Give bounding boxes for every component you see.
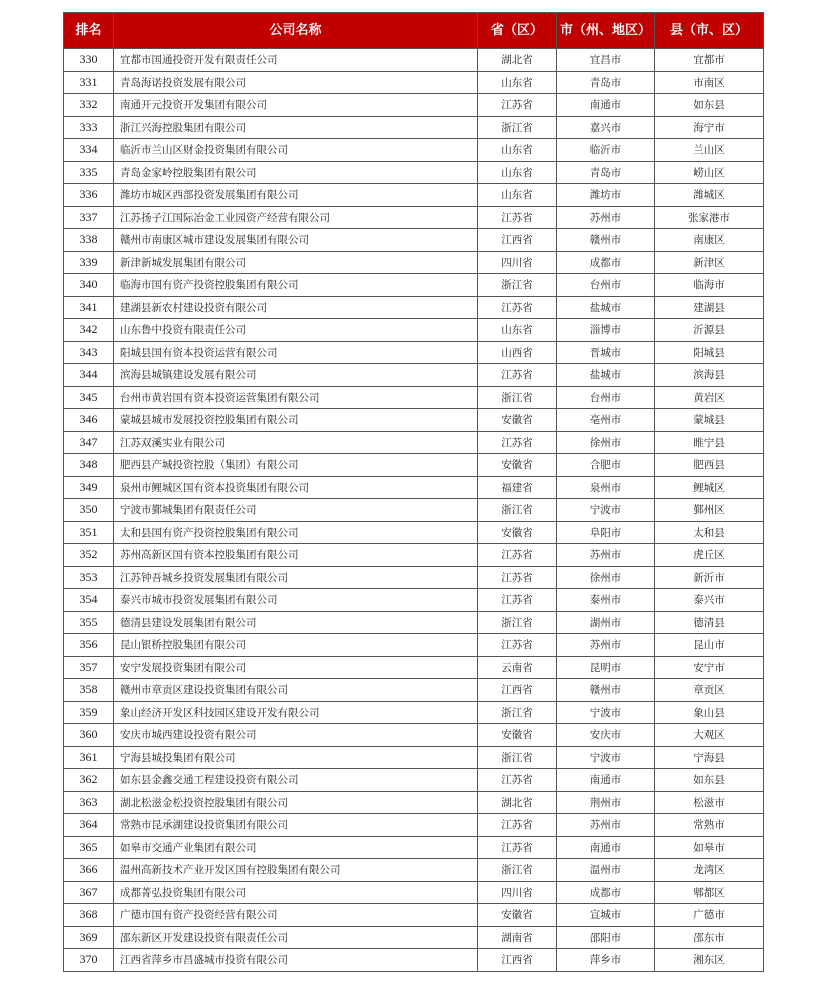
province-cell: 安徽省 [478,521,557,544]
company-name-cell: 安庆市城西建设投资有限公司 [114,724,478,747]
ranking-table-container [63,12,763,972]
city-cell: 苏州市 [557,544,655,567]
table-row [64,341,764,364]
rank-cell: 351 [64,521,114,544]
county-cell: 兰山区 [655,139,764,162]
city-cell: 宣城市 [557,904,655,927]
company-name-cell: 临海市国有资产投资控股集团有限公司 [114,274,478,297]
ranking-table [63,12,764,972]
city-cell: 台州市 [557,386,655,409]
province-cell: 安徽省 [478,454,557,477]
province-cell: 浙江省 [478,859,557,882]
rank-cell: 353 [64,566,114,589]
city-cell: 临沂市 [557,139,655,162]
table-row [64,274,764,297]
city-cell: 湖州市 [557,611,655,634]
table-row [64,949,764,972]
table-row [64,94,764,117]
company-name-cell: 蒙城县城市发展投资控股集团有限公司 [114,409,478,432]
company-name-cell: 青岛海诺投资发展有限公司 [114,71,478,94]
rank-cell: 365 [64,836,114,859]
table-row [64,499,764,522]
company-name-cell: 滨海县城镇建设发展有限公司 [114,364,478,387]
rank-cell: 358 [64,679,114,702]
rank-cell: 356 [64,634,114,657]
table-body [64,49,764,972]
city-cell: 盐城市 [557,296,655,319]
header-company: 公司名称 [114,13,478,49]
table-row [64,679,764,702]
rank-cell: 350 [64,499,114,522]
county-cell: 张家港市 [655,206,764,229]
county-cell: 鄞州区 [655,499,764,522]
province-cell: 江苏省 [478,566,557,589]
rank-cell: 362 [64,769,114,792]
company-name-cell: 安宁发展投资集团有限公司 [114,656,478,679]
province-cell: 江苏省 [478,431,557,454]
rank-cell: 366 [64,859,114,882]
city-cell: 南通市 [557,94,655,117]
city-cell: 邵阳市 [557,926,655,949]
rank-cell: 367 [64,881,114,904]
province-cell: 山东省 [478,139,557,162]
table-row [64,296,764,319]
province-cell: 浙江省 [478,746,557,769]
company-name-cell: 常熟市昆承湖建设投资集团有限公司 [114,814,478,837]
table-row [64,566,764,589]
table-row [64,251,764,274]
rank-cell: 363 [64,791,114,814]
company-name-cell: 宁波市鄞城集团有限责任公司 [114,499,478,522]
city-cell: 宁波市 [557,701,655,724]
company-name-cell: 温州高新技术产业开发区国有控股集团有限公司 [114,859,478,882]
city-cell: 宁波市 [557,746,655,769]
city-cell: 淄博市 [557,319,655,342]
province-cell: 湖北省 [478,49,557,72]
table-row [64,746,764,769]
table-row [64,364,764,387]
province-cell: 山东省 [478,184,557,207]
province-cell: 浙江省 [478,274,557,297]
city-cell: 南通市 [557,836,655,859]
county-cell: 新沂市 [655,566,764,589]
company-name-cell: 泰兴市城市投资发展集团有限公司 [114,589,478,612]
company-name-cell: 湖北松滋金松投资控股集团有限公司 [114,791,478,814]
province-cell: 江苏省 [478,634,557,657]
rank-cell: 357 [64,656,114,679]
table-row [64,71,764,94]
province-cell: 四川省 [478,251,557,274]
city-cell: 宁波市 [557,499,655,522]
rank-cell: 331 [64,71,114,94]
rank-cell: 334 [64,139,114,162]
county-cell: 海宁市 [655,116,764,139]
company-name-cell: 太和县国有资产投资控股集团有限公司 [114,521,478,544]
table-row [64,701,764,724]
province-cell: 浙江省 [478,386,557,409]
table-row [64,544,764,567]
province-cell: 湖南省 [478,926,557,949]
city-cell: 荆州市 [557,791,655,814]
company-name-cell: 台州市黄岩国有资本投资运营集团有限公司 [114,386,478,409]
rank-cell: 341 [64,296,114,319]
province-cell: 江西省 [478,949,557,972]
company-name-cell: 宁海县城投集团有限公司 [114,746,478,769]
rank-cell: 333 [64,116,114,139]
county-cell: 象山县 [655,701,764,724]
city-cell: 亳州市 [557,409,655,432]
company-name-cell: 潍坊市城区西部投资发展集团有限公司 [114,184,478,207]
province-cell: 江西省 [478,229,557,252]
company-name-cell: 新津新城发展集团有限公司 [114,251,478,274]
rank-cell: 346 [64,409,114,432]
county-cell: 湘东区 [655,949,764,972]
city-cell: 潍坊市 [557,184,655,207]
header-row [64,13,764,49]
city-cell: 苏州市 [557,206,655,229]
company-name-cell: 广德市国有资产投资经营有限公司 [114,904,478,927]
rank-cell: 339 [64,251,114,274]
table-row [64,634,764,657]
province-cell: 江苏省 [478,836,557,859]
city-cell: 温州市 [557,859,655,882]
company-name-cell: 德清县建设发展集团有限公司 [114,611,478,634]
company-name-cell: 赣州市南康区城市建设发展集团有限公司 [114,229,478,252]
city-cell: 晋城市 [557,341,655,364]
company-name-cell: 赣州市章贡区建设投资集团有限公司 [114,679,478,702]
province-cell: 江苏省 [478,206,557,229]
province-cell: 安徽省 [478,724,557,747]
table-row [64,431,764,454]
county-cell: 宁海县 [655,746,764,769]
company-name-cell: 成都菁弘投资集团有限公司 [114,881,478,904]
company-name-cell: 临沂市兰山区财金投资集团有限公司 [114,139,478,162]
county-cell: 泰兴市 [655,589,764,612]
province-cell: 山西省 [478,341,557,364]
rank-cell: 370 [64,949,114,972]
company-name-cell: 如东县金鑫交通工程建设投资有限公司 [114,769,478,792]
table-row [64,926,764,949]
city-cell: 青岛市 [557,161,655,184]
rank-cell: 335 [64,161,114,184]
county-cell: 崂山区 [655,161,764,184]
city-cell: 青岛市 [557,71,655,94]
province-cell: 浙江省 [478,701,557,724]
city-cell: 徐州市 [557,566,655,589]
company-name-cell: 青岛金家岭控股集团有限公司 [114,161,478,184]
table-row [64,409,764,432]
company-name-cell: 山东鲁中投资有限责任公司 [114,319,478,342]
rank-cell: 361 [64,746,114,769]
table-row [64,724,764,747]
table-row [64,184,764,207]
rank-cell: 352 [64,544,114,567]
rank-cell: 347 [64,431,114,454]
rank-cell: 349 [64,476,114,499]
province-cell: 浙江省 [478,611,557,634]
city-cell: 赣州市 [557,679,655,702]
county-cell: 睢宁县 [655,431,764,454]
rank-cell: 330 [64,49,114,72]
rank-cell: 345 [64,386,114,409]
province-cell: 浙江省 [478,116,557,139]
company-name-cell: 浙江兴海控股集团有限公司 [114,116,478,139]
company-name-cell: 江苏钟吾城乡投资发展集团有限公司 [114,566,478,589]
rank-cell: 338 [64,229,114,252]
province-cell: 安徽省 [478,904,557,927]
province-cell: 山东省 [478,161,557,184]
city-cell: 南通市 [557,769,655,792]
county-cell: 南康区 [655,229,764,252]
table-row [64,206,764,229]
table-row [64,881,764,904]
table-row [64,319,764,342]
province-cell: 湖北省 [478,791,557,814]
province-cell: 四川省 [478,881,557,904]
rank-cell: 332 [64,94,114,117]
rank-cell: 360 [64,724,114,747]
city-cell: 苏州市 [557,814,655,837]
rank-cell: 368 [64,904,114,927]
province-cell: 山东省 [478,319,557,342]
city-cell: 泉州市 [557,476,655,499]
table-row [64,229,764,252]
company-name-cell: 邵东新区开发建设投资有限责任公司 [114,926,478,949]
header-rank: 排名 [64,13,114,49]
county-cell: 龙湾区 [655,859,764,882]
province-cell: 江苏省 [478,814,557,837]
county-cell: 大观区 [655,724,764,747]
county-cell: 如皋市 [655,836,764,859]
company-name-cell: 建湖县新农村建设投资有限公司 [114,296,478,319]
table-row [64,386,764,409]
table-row [64,521,764,544]
header-county: 县（市、区） [655,13,764,49]
rank-cell: 337 [64,206,114,229]
company-name-cell: 江西省萍乡市昌盛城市投资有限公司 [114,949,478,972]
city-cell: 成都市 [557,251,655,274]
county-cell: 阳城县 [655,341,764,364]
city-cell: 苏州市 [557,634,655,657]
province-cell: 山东省 [478,71,557,94]
province-cell: 江苏省 [478,544,557,567]
province-cell: 江苏省 [478,364,557,387]
city-cell: 合肥市 [557,454,655,477]
province-cell: 江苏省 [478,296,557,319]
county-cell: 太和县 [655,521,764,544]
city-cell: 台州市 [557,274,655,297]
county-cell: 松滋市 [655,791,764,814]
county-cell: 建湖县 [655,296,764,319]
table-header [64,13,764,49]
county-cell: 蒙城县 [655,409,764,432]
county-cell: 郫都区 [655,881,764,904]
province-cell: 安徽省 [478,409,557,432]
header-city: 市（州、地区） [557,13,655,49]
city-cell: 赣州市 [557,229,655,252]
table-row [64,859,764,882]
company-name-cell: 泉州市鲤城区国有资本投资集团有限公司 [114,476,478,499]
county-cell: 沂源县 [655,319,764,342]
county-cell: 黄岩区 [655,386,764,409]
company-name-cell: 象山经济开发区科技园区建设开发有限公司 [114,701,478,724]
table-row [64,814,764,837]
rank-cell: 343 [64,341,114,364]
table-row [64,791,764,814]
city-cell: 盐城市 [557,364,655,387]
county-cell: 鲤城区 [655,476,764,499]
table-row [64,656,764,679]
table-row [64,476,764,499]
rank-cell: 369 [64,926,114,949]
city-cell: 徐州市 [557,431,655,454]
city-cell: 阜阳市 [557,521,655,544]
rank-cell: 344 [64,364,114,387]
table-row [64,611,764,634]
province-cell: 江苏省 [478,94,557,117]
county-cell: 广德市 [655,904,764,927]
province-cell: 云南省 [478,656,557,679]
province-cell: 江西省 [478,679,557,702]
table-row [64,161,764,184]
county-cell: 宜都市 [655,49,764,72]
company-name-cell: 南通开元投资开发集团有限公司 [114,94,478,117]
company-name-cell: 江苏双溪实业有限公司 [114,431,478,454]
county-cell: 常熟市 [655,814,764,837]
county-cell: 滨海县 [655,364,764,387]
city-cell: 安庆市 [557,724,655,747]
county-cell: 虎丘区 [655,544,764,567]
company-name-cell: 阳城县国有资本投资运营有限公司 [114,341,478,364]
county-cell: 潍城区 [655,184,764,207]
county-cell: 临海市 [655,274,764,297]
company-name-cell: 肥西县产城投资控股（集团）有限公司 [114,454,478,477]
company-name-cell: 江苏扬子江国际冶金工业园资产经营有限公司 [114,206,478,229]
county-cell: 昆山市 [655,634,764,657]
county-cell: 如东县 [655,769,764,792]
city-cell: 宜昌市 [557,49,655,72]
header-province: 省（区） [478,13,557,49]
company-name-cell: 苏州高新区国有资本控股集团有限公司 [114,544,478,567]
table-row [64,769,764,792]
table-row [64,454,764,477]
table-row [64,836,764,859]
county-cell: 市南区 [655,71,764,94]
rank-cell: 355 [64,611,114,634]
city-cell: 昆明市 [557,656,655,679]
table-row [64,904,764,927]
rank-cell: 354 [64,589,114,612]
province-cell: 江苏省 [478,769,557,792]
county-cell: 德清县 [655,611,764,634]
province-cell: 浙江省 [478,499,557,522]
rank-cell: 342 [64,319,114,342]
county-cell: 安宁市 [655,656,764,679]
table-row [64,49,764,72]
city-cell: 泰州市 [557,589,655,612]
table-row [64,139,764,162]
city-cell: 萍乡市 [557,949,655,972]
table-row [64,589,764,612]
rank-cell: 348 [64,454,114,477]
company-name-cell: 宜都市国通投资开发有限责任公司 [114,49,478,72]
province-cell: 福建省 [478,476,557,499]
city-cell: 成都市 [557,881,655,904]
county-cell: 如东县 [655,94,764,117]
county-cell: 肥西县 [655,454,764,477]
county-cell: 邵东市 [655,926,764,949]
province-cell: 江苏省 [478,589,557,612]
table-row [64,116,764,139]
rank-cell: 336 [64,184,114,207]
county-cell: 新津区 [655,251,764,274]
company-name-cell: 如皋市交通产业集团有限公司 [114,836,478,859]
county-cell: 章贡区 [655,679,764,702]
rank-cell: 359 [64,701,114,724]
company-name-cell: 昆山银桥控股集团有限公司 [114,634,478,657]
rank-cell: 340 [64,274,114,297]
city-cell: 嘉兴市 [557,116,655,139]
rank-cell: 364 [64,814,114,837]
